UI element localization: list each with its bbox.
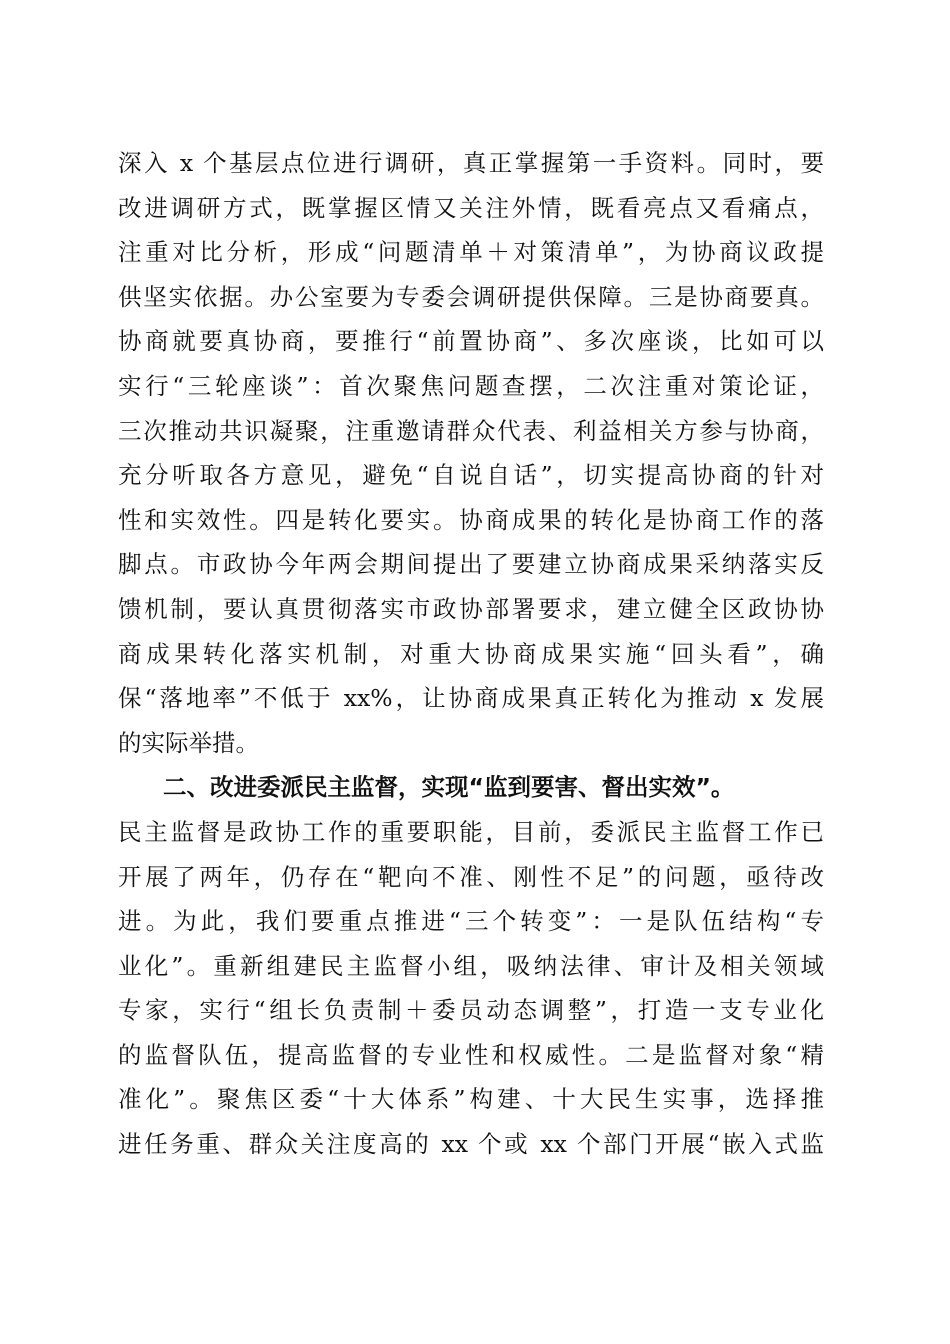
text-line: 准化”。聚焦区委“十大体系”构建、十大民生实事，选择推	[118, 1085, 824, 1114]
text-line: 民主监督是政协工作的重要职能，目前，委派民主监督工作已	[118, 817, 824, 846]
text-line: 深入 x 个基层点位进行调研，真正掌握第一手资料。同时，要	[118, 149, 824, 177]
text-line: 商成果转化落实机制，对重大协商成果实施“回头看”，确	[118, 639, 824, 668]
text-line: 专家，实行“组长负责制＋委员动态调整”，打造一支专业化	[118, 996, 824, 1025]
text-line: 实行“三轮座谈”：首次聚焦问题查摆，二次注重对策论证，	[118, 371, 824, 400]
paragraph-2	[118, 810, 824, 1167]
document-page	[118, 141, 824, 1167]
text-line: 三次推动共识凝聚，注重邀请群众代表、利益相关方参与协商，	[118, 416, 824, 445]
text-line: 进任务重、群众关注度高的 xx 个或 xx 个部门开展“嵌入式监	[118, 1130, 824, 1159]
text-line: 开展了两年，仍存在“靶向不准、刚性不足”的问题，亟待改	[118, 862, 824, 891]
text-line: 的实际举措。	[118, 728, 259, 757]
text-line: 改进调研方式，既掌握区情又关注外情，既看亮点又看痛点，	[118, 193, 824, 222]
text-line: 的监督队伍，提高监督的专业性和权威性。二是监督对象“精	[118, 1040, 824, 1069]
text-line: 业化”。重新组建民主监督小组，吸纳法律、审计及相关领域	[118, 951, 824, 980]
text-line: 进。为此，我们要重点推进“三个转变”：一是队伍结构“专	[118, 907, 824, 936]
text-line: 性和实效性。四是转化要实。协商成果的转化是协商工作的落	[118, 505, 824, 534]
section-heading: 二、改进委派民主监督，实现“监到要害、督出实效”。	[163, 773, 735, 802]
text-line: 充分听取各方意见，避免“自说自话”，切实提高协商的针对	[118, 461, 824, 490]
text-line: 注重对比分析，形成“问题清单＋对策清单”，为协商议政提	[118, 238, 824, 267]
paragraph-1	[118, 141, 824, 765]
text-line: 协商就要真协商，要推行“前置协商”、多次座谈，比如可以	[118, 327, 824, 356]
text-line: 保“落地率”不低于 xx%，让协商成果真正转化为推动 x 发展	[118, 684, 824, 713]
text-line: 供坚实依据。办公室要为专委会调研提供保障。三是协商要真。	[118, 282, 824, 311]
text-line: 馈机制，要认真贯彻落实市政协部署要求，建立健全区政协协	[118, 594, 824, 623]
text-line: 脚点。市政协今年两会期间提出了要建立协商成果采纳落实反	[118, 550, 824, 579]
